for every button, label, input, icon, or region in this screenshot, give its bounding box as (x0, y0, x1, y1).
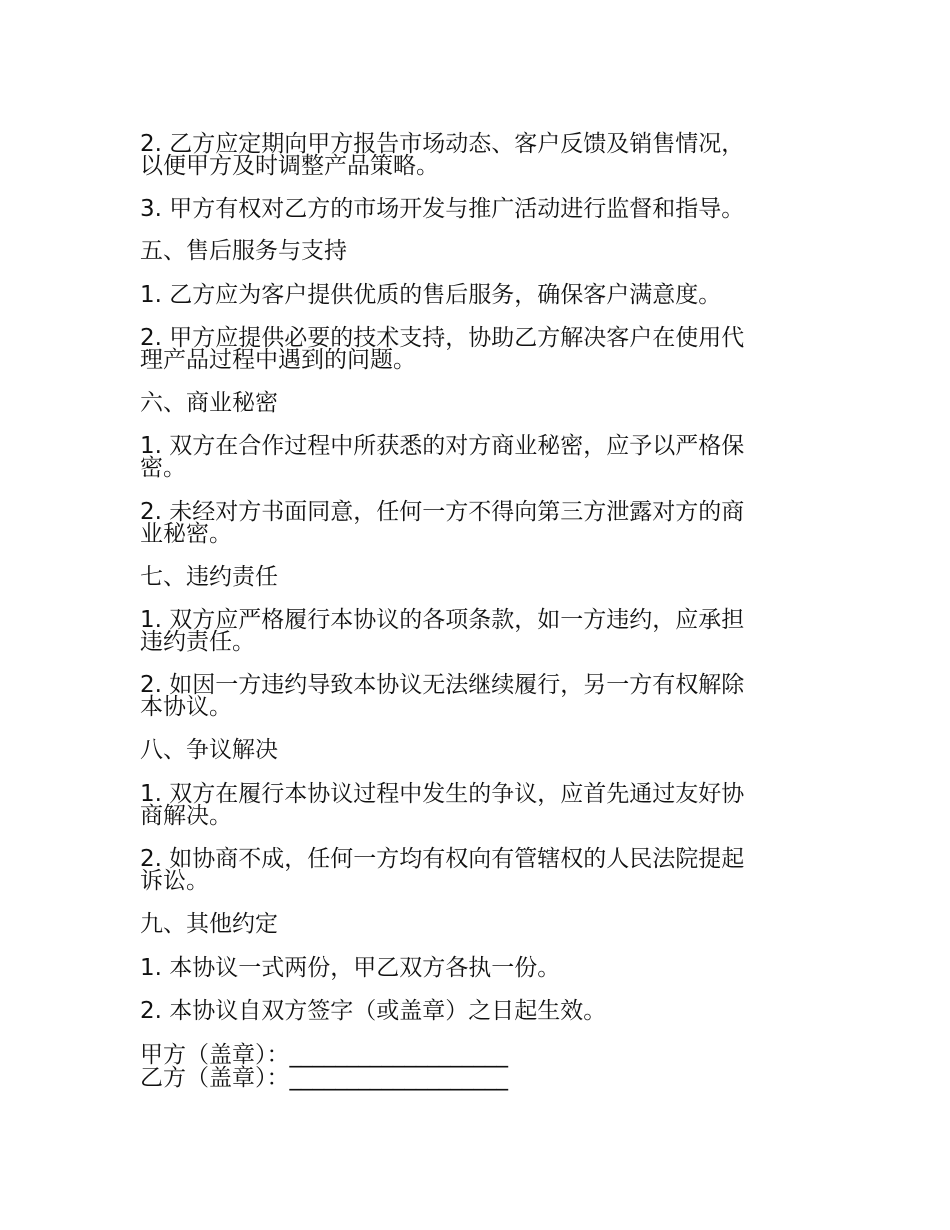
text-line: 1. 双方在履行本协议过程中发生的争议，应首先通过友好协 (140, 781, 745, 807)
text-line: 本协议。 (140, 694, 232, 720)
section-heading-9: 九、其他约定 (140, 911, 278, 937)
text-line: 业秘密。 (140, 521, 232, 547)
text-line: 以便甲方及时调整产品策略。 (140, 153, 439, 179)
signature-party-a: 甲方（盖章）：___________________ (140, 1042, 508, 1068)
clause-8-2 (140, 848, 800, 892)
clause-7-1 (140, 609, 800, 653)
signature-party-b: 乙方（盖章）：___________________ (140, 1065, 508, 1091)
text-line: 2. 乙方应定期向甲方报告市场动态、客户反馈及销售情况， (140, 131, 745, 157)
section-heading-8: 八、争议解决 (140, 737, 278, 763)
text-line: 商解决。 (140, 803, 232, 829)
clause-5-2 (140, 327, 800, 371)
text-line: 违约责任。 (140, 629, 255, 655)
text-line: 2. 未经对方书面同意，任何一方不得向第三方泄露对方的商 (140, 499, 745, 525)
text-line: 1. 双方应严格履行本协议的各项条款，如一方违约，应承担 (140, 607, 745, 633)
clause-8-1 (140, 783, 800, 827)
clause-7-2 (140, 674, 800, 718)
section-heading-5: 五、售后服务与支持 (140, 238, 347, 264)
text-line: 2. 如因一方违约导致本协议无法继续履行，另一方有权解除 (140, 672, 745, 698)
clause-6-1 (140, 435, 800, 479)
text-line: 2. 甲方应提供必要的技术支持，协助乙方解决客户在使用代 (140, 325, 745, 351)
clause-5-1: 1. 乙方应为客户提供优质的售后服务，确保客户满意度。 (140, 282, 722, 308)
text-line: 2. 如协商不成，任何一方均有权向有管辖权的人民法院提起 (140, 846, 745, 872)
section-heading-6: 六、商业秘密 (140, 390, 278, 416)
clause-4-2 (140, 133, 800, 177)
clause-9-1: 1. 本协议一式两份，甲乙双方各执一份。 (140, 955, 561, 981)
text-line: 理产品过程中遇到的问题。 (140, 347, 416, 373)
section-heading-7: 七、违约责任 (140, 564, 278, 590)
clause-4-3: 3. 甲方有权对乙方的市场开发与推广活动进行监督和指导。 (140, 196, 745, 222)
clause-6-2 (140, 501, 800, 545)
text-line: 密。 (140, 455, 186, 481)
text-line: 1. 双方在合作过程中所获悉的对方商业秘密，应予以严格保 (140, 433, 745, 459)
clause-9-2: 2. 本协议自双方签字（或盖章）之日起生效。 (140, 998, 607, 1024)
text-line: 诉讼。 (140, 868, 209, 894)
